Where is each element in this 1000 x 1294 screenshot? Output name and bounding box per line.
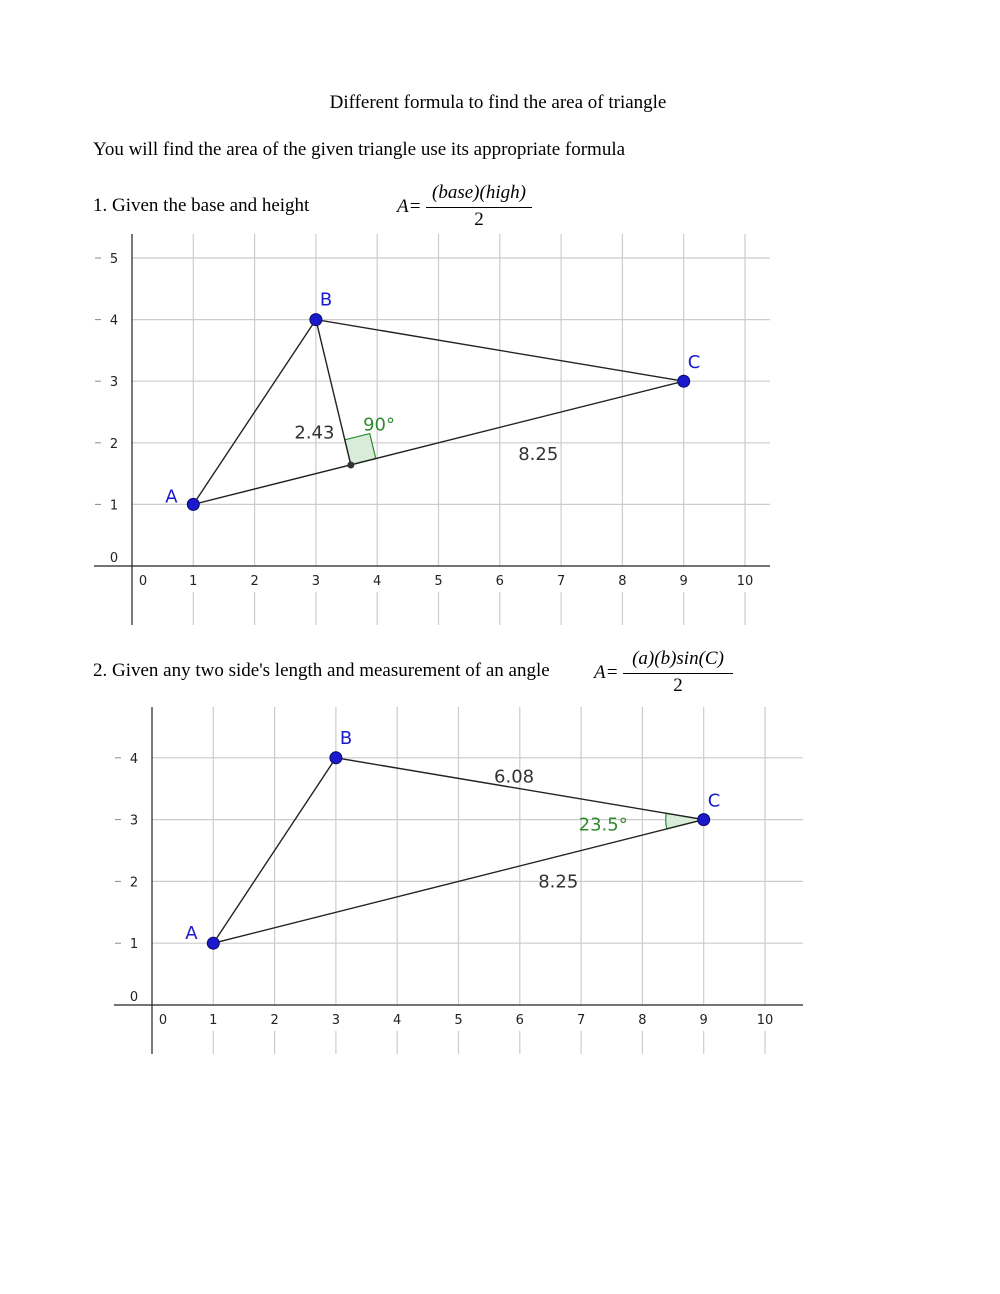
x-tick-label: 5 <box>434 574 443 589</box>
x-tick-label: 0 <box>158 1013 168 1028</box>
x-tick-label: 7 <box>556 574 566 589</box>
x-tick-label: 7 <box>576 1013 586 1028</box>
x-tick-label: 10 <box>756 1013 774 1028</box>
point-b <box>330 752 342 764</box>
point-a <box>207 937 219 949</box>
y-tick-label: 0 <box>129 990 139 1005</box>
x-tick-label: 4 <box>373 574 382 589</box>
x-tick-label: 6 <box>515 1013 524 1028</box>
x-tick-label: 4 <box>393 1013 402 1028</box>
point-label-c: C <box>687 352 701 374</box>
side-b-label: 8.25 <box>538 871 579 893</box>
y-tick-label: 5 <box>109 252 119 267</box>
base-label: 8.25 <box>518 444 559 466</box>
x-tick-label: 1 <box>189 574 198 589</box>
formula-1-lhs: A= <box>397 196 422 217</box>
formula-1-denominator: 2 <box>474 209 484 230</box>
problem-1-heading: 1. Given the base and height <box>93 195 310 216</box>
x-tick-label: 9 <box>699 1013 708 1028</box>
y-tick-label: 3 <box>109 375 119 391</box>
y-tick-label: 2 <box>109 436 119 452</box>
y-tick-label: 2 <box>129 875 139 891</box>
y-tick-label: 1 <box>109 498 119 514</box>
point-label-b: B <box>339 727 353 749</box>
x-tick-label: 3 <box>331 1013 341 1028</box>
y-tick-label: 4 <box>129 751 139 767</box>
x-tick-label: 1 <box>209 1013 218 1028</box>
point-label-c: C <box>707 790 721 812</box>
x-tick-label: 8 <box>638 1013 647 1028</box>
x-tick-label: 8 <box>618 574 627 589</box>
point-label-a: A <box>165 486 178 508</box>
y-tick-label: 0 <box>109 551 119 566</box>
height-label: 2.43 <box>294 422 335 444</box>
problem-2-heading: 2. Given any two side's length and measurement of an angle <box>93 660 550 681</box>
x-tick-label: 6 <box>495 574 504 589</box>
x-tick-label: 0 <box>138 574 148 589</box>
formula-2-denominator: 2 <box>673 675 683 696</box>
side-a-label: 6.08 <box>494 766 535 788</box>
x-tick-label: 9 <box>679 574 688 589</box>
point-label-b: B <box>319 289 333 311</box>
formula-2-lhs: A= <box>594 662 619 683</box>
y-tick-label: 3 <box>129 813 139 829</box>
angle-label: 90° <box>363 414 396 436</box>
point-c <box>698 814 710 826</box>
formula-1-numerator: (base)(high) <box>432 182 526 203</box>
angle-label: 23.5° <box>578 814 628 836</box>
instructions: You will find the area of the given triangle use its appropriate formula <box>93 139 626 160</box>
x-tick-label: 5 <box>454 1013 463 1028</box>
y-tick-label: 4 <box>109 313 119 329</box>
x-tick-label: 2 <box>270 1013 279 1028</box>
point-label-a: A <box>185 923 198 945</box>
y-tick-label: 1 <box>129 937 139 953</box>
x-tick-label: 2 <box>250 574 259 589</box>
page-title: Different formula to find the area of triangle <box>329 92 667 113</box>
x-tick-label: 3 <box>311 574 321 589</box>
x-tick-label: 10 <box>736 574 754 589</box>
formula-2-numerator: (a)(b)sin(C) <box>632 648 724 669</box>
